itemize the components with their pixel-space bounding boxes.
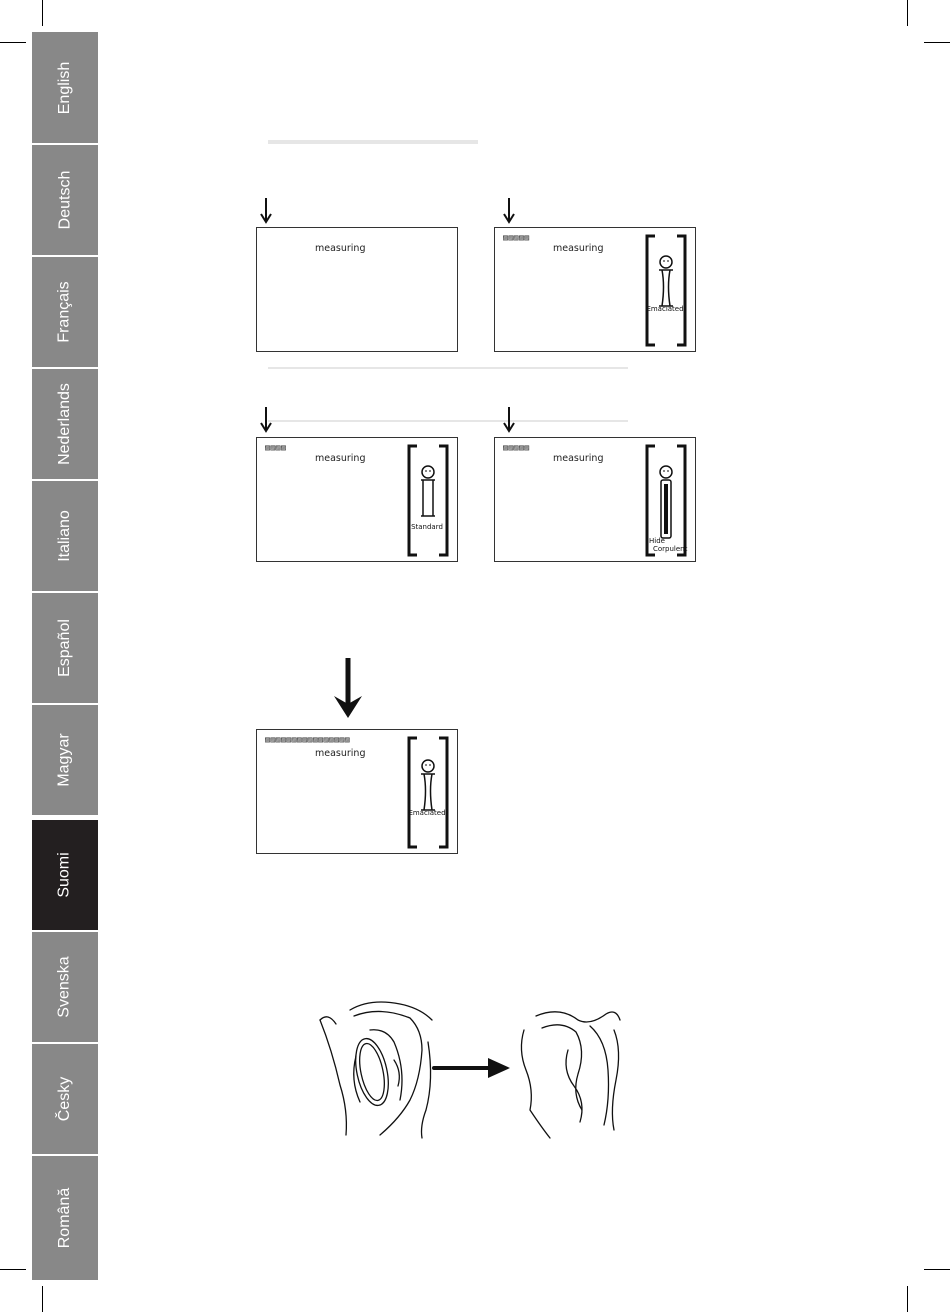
measuring-text: measuring — [315, 453, 366, 464]
crop-mark — [42, 0, 43, 26]
tab-label: Suomi — [55, 852, 73, 898]
tab-label: Česky — [55, 1076, 73, 1122]
body-status-label — [649, 537, 689, 553]
lcd-screen-2 — [494, 227, 696, 352]
crop-mark — [924, 42, 950, 43]
progress-segments: ▨▨▨▨▨▨▨▨▨▨▨▨▨▨▨▨ — [265, 735, 351, 744]
tab-label: Français — [55, 281, 73, 343]
tab-suomi[interactable] — [32, 820, 98, 930]
tab-label: Italiano — [56, 510, 73, 562]
progress-segments: ▨▨▨▨ — [265, 443, 287, 452]
measuring-text: measuring — [553, 243, 604, 254]
tab-label: Română — [55, 1187, 73, 1249]
tab-label: Nederlands — [56, 383, 74, 465]
tab-nederlands[interactable] — [32, 369, 98, 479]
down-arrow-icon — [259, 198, 273, 224]
progress-segments: ▨▨▨▨▨ — [503, 443, 530, 452]
faint-heading — [268, 140, 478, 144]
body-figure-icon — [405, 444, 451, 557]
tab-francais[interactable] — [32, 257, 98, 367]
body-status-label: Emaciated — [646, 305, 684, 313]
tab-label: Deutsch — [55, 170, 73, 230]
tab-label: English — [55, 61, 73, 114]
lcd-screen-3 — [256, 437, 458, 562]
down-arrow-icon — [332, 658, 364, 718]
lcd-screen-4 — [494, 437, 696, 562]
lcd-screen-5 — [256, 729, 458, 854]
tab-italiano[interactable] — [32, 481, 98, 591]
tab-label: Magyar — [55, 733, 73, 787]
crop-mark — [0, 1269, 26, 1270]
crop-mark — [907, 1286, 908, 1312]
tab-svenska[interactable] — [32, 932, 98, 1042]
tab-label: Español — [55, 619, 73, 677]
body-figure-icon — [643, 234, 689, 347]
tab-cesky[interactable] — [32, 1044, 98, 1154]
body-status-label: Emaciated — [408, 809, 446, 817]
tab-magyar[interactable] — [32, 705, 98, 815]
language-tabs — [32, 32, 98, 1280]
body-figure-icon — [405, 736, 451, 849]
down-arrow-icon — [502, 198, 516, 224]
tab-romana[interactable] — [32, 1156, 98, 1280]
measuring-text: measuring — [553, 453, 604, 464]
status-line-2: Corpulent — [653, 545, 688, 553]
faint-line — [268, 420, 628, 422]
faint-line — [268, 367, 628, 369]
hands-holding-device-illustration — [310, 990, 630, 1140]
tab-label: Svenska — [56, 956, 73, 1018]
tab-espanol[interactable] — [32, 593, 98, 703]
down-arrow-icon — [259, 407, 273, 433]
crop-mark — [907, 0, 908, 26]
measuring-text: measuring — [315, 748, 366, 759]
crop-mark — [42, 1286, 43, 1312]
status-line-1: Hide — [649, 537, 665, 545]
body-status-label: Standard — [411, 523, 443, 531]
tab-english[interactable] — [32, 32, 98, 143]
crop-mark — [924, 1269, 950, 1270]
lcd-screen-1 — [256, 227, 458, 352]
down-arrow-icon — [502, 407, 516, 433]
measuring-text: measuring — [315, 243, 366, 254]
progress-segments: ▨▨▨▨▨ — [503, 233, 530, 242]
tab-deutsch[interactable] — [32, 145, 98, 255]
crop-mark — [0, 42, 26, 43]
